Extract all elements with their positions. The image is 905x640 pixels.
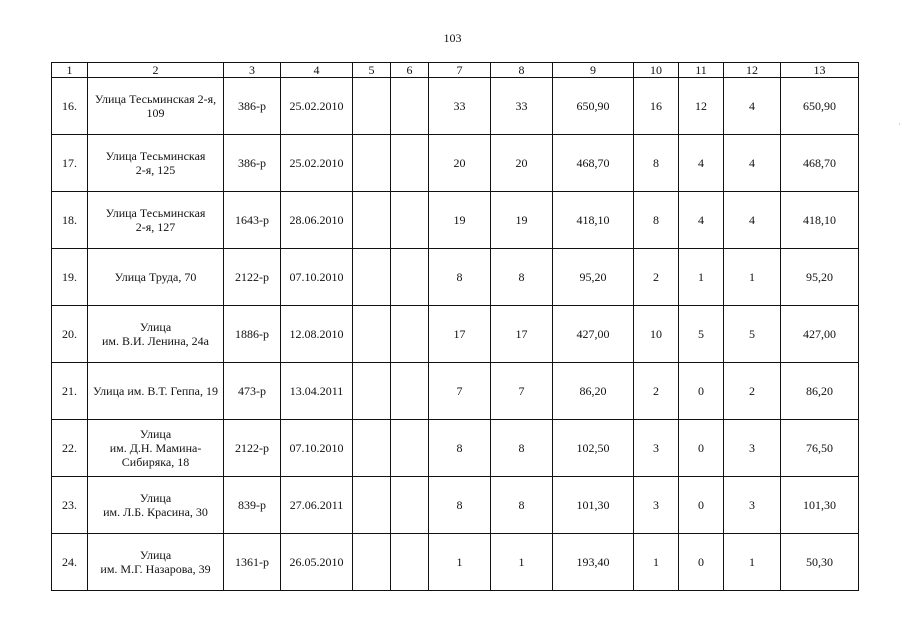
col-5-cell bbox=[353, 363, 391, 420]
col-6-cell bbox=[391, 249, 429, 306]
col-6-cell bbox=[391, 78, 429, 135]
col-9-cell: 427,00 bbox=[553, 306, 634, 363]
col-11-cell: 0 bbox=[679, 534, 724, 591]
table-row bbox=[52, 135, 859, 192]
col-13-cell: 95,20 bbox=[781, 249, 859, 306]
col-9-cell: 418,10 bbox=[553, 192, 634, 249]
col-10-cell: 3 bbox=[634, 420, 679, 477]
margin-mark: · bbox=[898, 120, 901, 129]
column-header-5: 5 bbox=[353, 63, 391, 78]
col-12-cell: 4 bbox=[724, 78, 781, 135]
col-6-cell bbox=[391, 420, 429, 477]
col-7-cell: 8 bbox=[429, 420, 491, 477]
col-10-cell: 16 bbox=[634, 78, 679, 135]
col-8-cell: 8 bbox=[491, 477, 553, 534]
table-row bbox=[52, 192, 859, 249]
col-7-cell: 19 bbox=[429, 192, 491, 249]
address-line: им. Л.Б. Красина, 30 bbox=[103, 505, 208, 519]
col-12-cell: 4 bbox=[724, 135, 781, 192]
column-header-10: 10 bbox=[634, 63, 679, 78]
address-line: им. Д.Н. Мамина- bbox=[109, 441, 202, 455]
address-line: Улица Тесьминская bbox=[105, 149, 206, 163]
col-9-cell: 468,70 bbox=[553, 135, 634, 192]
address-cell bbox=[88, 192, 224, 249]
column-header-11: 11 bbox=[679, 63, 724, 78]
col-8-cell: 8 bbox=[491, 249, 553, 306]
col-12-cell: 3 bbox=[724, 420, 781, 477]
order-number: 473-р bbox=[224, 363, 281, 420]
col-7-cell: 17 bbox=[429, 306, 491, 363]
address-line: Улица Труда, 70 bbox=[114, 270, 197, 284]
col-6-cell bbox=[391, 477, 429, 534]
column-header-1: 1 bbox=[52, 63, 88, 78]
table-row bbox=[52, 477, 859, 534]
address-line: Улица Тесьминская 2-я, bbox=[94, 92, 217, 106]
row-number: 20. bbox=[52, 306, 88, 363]
table-row bbox=[52, 363, 859, 420]
column-header-8: 8 bbox=[491, 63, 553, 78]
col-10-cell: 2 bbox=[634, 363, 679, 420]
address-line: 2-я, 125 bbox=[135, 163, 176, 177]
header-row bbox=[52, 63, 859, 78]
col-9-cell: 86,20 bbox=[553, 363, 634, 420]
order-date: 07.10.2010 bbox=[281, 249, 353, 306]
column-header-12: 12 bbox=[724, 63, 781, 78]
col-11-cell: 0 bbox=[679, 420, 724, 477]
col-9-cell: 193,40 bbox=[553, 534, 634, 591]
col-10-cell: 8 bbox=[634, 135, 679, 192]
col-9-cell: 102,50 bbox=[553, 420, 634, 477]
order-date: 12.08.2010 bbox=[281, 306, 353, 363]
col-12-cell: 1 bbox=[724, 534, 781, 591]
col-11-cell: 0 bbox=[679, 477, 724, 534]
order-date: 07.10.2010 bbox=[281, 420, 353, 477]
page-number: 103 bbox=[443, 31, 462, 45]
col-13-cell: 650,90 bbox=[781, 78, 859, 135]
address-line: Улица Тесьминская bbox=[105, 206, 206, 220]
order-date: 27.06.2011 bbox=[281, 477, 353, 534]
col-6-cell bbox=[391, 135, 429, 192]
order-number: 1886-р bbox=[224, 306, 281, 363]
col-6-cell bbox=[391, 192, 429, 249]
order-number: 386-р bbox=[224, 135, 281, 192]
address-line: Улица им. В.Т. Геппа, 19 bbox=[93, 384, 218, 398]
column-header-13: 13 bbox=[781, 63, 859, 78]
col-13-cell: 50,30 bbox=[781, 534, 859, 591]
row-number: 17. bbox=[52, 135, 88, 192]
order-number: 386-р bbox=[224, 78, 281, 135]
col-8-cell: 19 bbox=[491, 192, 553, 249]
row-number: 16. bbox=[52, 78, 88, 135]
order-date: 25.02.2010 bbox=[281, 135, 353, 192]
row-number: 23. bbox=[52, 477, 88, 534]
col-10-cell: 10 bbox=[634, 306, 679, 363]
col-13-cell: 427,00 bbox=[781, 306, 859, 363]
col-5-cell bbox=[353, 192, 391, 249]
col-9-cell: 101,30 bbox=[553, 477, 634, 534]
col-12-cell: 2 bbox=[724, 363, 781, 420]
row-number: 18. bbox=[52, 192, 88, 249]
row-number: 22. bbox=[52, 420, 88, 477]
col-12-cell: 4 bbox=[724, 192, 781, 249]
address-cell bbox=[88, 534, 224, 591]
col-12-cell: 5 bbox=[724, 306, 781, 363]
table-row bbox=[52, 249, 859, 306]
order-number: 1643-р bbox=[224, 192, 281, 249]
address-line: Улица bbox=[139, 427, 172, 441]
col-11-cell: 4 bbox=[679, 192, 724, 249]
column-header-7: 7 bbox=[429, 63, 491, 78]
order-number: 2122-р bbox=[224, 420, 281, 477]
col-10-cell: 3 bbox=[634, 477, 679, 534]
col-11-cell: 5 bbox=[679, 306, 724, 363]
col-5-cell bbox=[353, 306, 391, 363]
col-13-cell: 101,30 bbox=[781, 477, 859, 534]
order-date: 26.05.2010 bbox=[281, 534, 353, 591]
col-13-cell: 86,20 bbox=[781, 363, 859, 420]
row-number: 19. bbox=[52, 249, 88, 306]
col-6-cell bbox=[391, 306, 429, 363]
col-7-cell: 8 bbox=[429, 477, 491, 534]
col-13-cell: 418,10 bbox=[781, 192, 859, 249]
table-row bbox=[52, 306, 859, 363]
row-number: 24. bbox=[52, 534, 88, 591]
table-row bbox=[52, 420, 859, 477]
address-line: Улица bbox=[139, 320, 172, 334]
order-date: 13.04.2011 bbox=[281, 363, 353, 420]
data-table bbox=[51, 62, 859, 591]
address-cell bbox=[88, 135, 224, 192]
order-date: 25.02.2010 bbox=[281, 78, 353, 135]
col-5-cell bbox=[353, 249, 391, 306]
col-8-cell: 20 bbox=[491, 135, 553, 192]
col-7-cell: 8 bbox=[429, 249, 491, 306]
col-8-cell: 8 bbox=[491, 420, 553, 477]
col-6-cell bbox=[391, 534, 429, 591]
order-date: 28.06.2010 bbox=[281, 192, 353, 249]
table-row bbox=[52, 534, 859, 591]
col-7-cell: 7 bbox=[429, 363, 491, 420]
column-header-2: 2 bbox=[88, 63, 224, 78]
address-line: Улица bbox=[139, 491, 172, 505]
address-cell bbox=[88, 363, 224, 420]
col-10-cell: 8 bbox=[634, 192, 679, 249]
col-10-cell: 1 bbox=[634, 534, 679, 591]
col-5-cell bbox=[353, 78, 391, 135]
col-12-cell: 3 bbox=[724, 477, 781, 534]
col-5-cell bbox=[353, 420, 391, 477]
address-cell bbox=[88, 249, 224, 306]
col-9-cell: 650,90 bbox=[553, 78, 634, 135]
address-line: Улица bbox=[139, 548, 172, 562]
col-11-cell: 4 bbox=[679, 135, 724, 192]
col-11-cell: 12 bbox=[679, 78, 724, 135]
col-13-cell: 468,70 bbox=[781, 135, 859, 192]
col-5-cell bbox=[353, 477, 391, 534]
column-header-6: 6 bbox=[391, 63, 429, 78]
column-header-3: 3 bbox=[224, 63, 281, 78]
col-7-cell: 20 bbox=[429, 135, 491, 192]
col-9-cell: 95,20 bbox=[553, 249, 634, 306]
col-5-cell bbox=[353, 135, 391, 192]
col-10-cell: 2 bbox=[634, 249, 679, 306]
address-cell bbox=[88, 420, 224, 477]
address-line: им. В.И. Ленина, 24а bbox=[102, 334, 209, 348]
order-number: 839-р bbox=[224, 477, 281, 534]
col-13-cell: 76,50 bbox=[781, 420, 859, 477]
col-5-cell bbox=[353, 534, 391, 591]
address-cell bbox=[88, 306, 224, 363]
col-7-cell: 1 bbox=[429, 534, 491, 591]
column-header-4: 4 bbox=[281, 63, 353, 78]
col-8-cell: 33 bbox=[491, 78, 553, 135]
col-8-cell: 17 bbox=[491, 306, 553, 363]
address-line: 2-я, 127 bbox=[135, 220, 176, 234]
table-body bbox=[52, 78, 859, 591]
table-row bbox=[52, 78, 859, 135]
col-12-cell: 1 bbox=[724, 249, 781, 306]
address-line: Сибиряка, 18 bbox=[121, 455, 190, 469]
address-line: 109 bbox=[146, 106, 165, 120]
col-7-cell: 33 bbox=[429, 78, 491, 135]
address-line: им. М.Г. Назарова, 39 bbox=[100, 562, 211, 576]
column-header-9: 9 bbox=[553, 63, 634, 78]
col-11-cell: 1 bbox=[679, 249, 724, 306]
col-11-cell: 0 bbox=[679, 363, 724, 420]
address-cell bbox=[88, 78, 224, 135]
col-6-cell bbox=[391, 363, 429, 420]
order-number: 1361-р bbox=[224, 534, 281, 591]
col-8-cell: 1 bbox=[491, 534, 553, 591]
col-8-cell: 7 bbox=[491, 363, 553, 420]
address-cell bbox=[88, 477, 224, 534]
row-number: 21. bbox=[52, 363, 88, 420]
order-number: 2122-р bbox=[224, 249, 281, 306]
